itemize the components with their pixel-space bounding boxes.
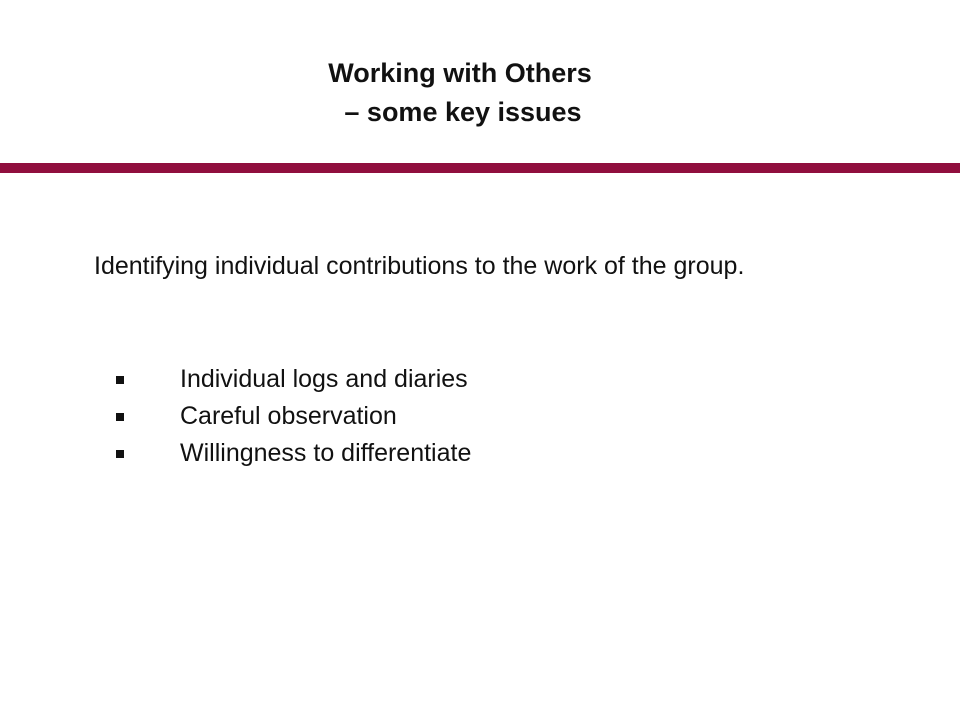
square-bullet-icon (116, 450, 124, 458)
bullet-text: Willingness to differentiate (180, 439, 472, 467)
body-paragraph: Identifying individual contributions to the work of the group. (94, 252, 745, 280)
square-bullet-icon (116, 413, 124, 421)
bullet-item (110, 361, 471, 398)
bullet-list (110, 361, 471, 472)
bullet-item (110, 435, 471, 472)
bullet-text: Individual logs and diaries (180, 365, 468, 393)
title-line-subtitle: – some key issues (344, 97, 582, 127)
title-line-main: Working with Others (328, 58, 592, 88)
slide-title (0, 54, 920, 132)
square-bullet-icon (116, 376, 124, 384)
title-divider (0, 163, 960, 173)
bullet-text: Careful observation (180, 402, 397, 430)
bullet-item (110, 398, 471, 435)
